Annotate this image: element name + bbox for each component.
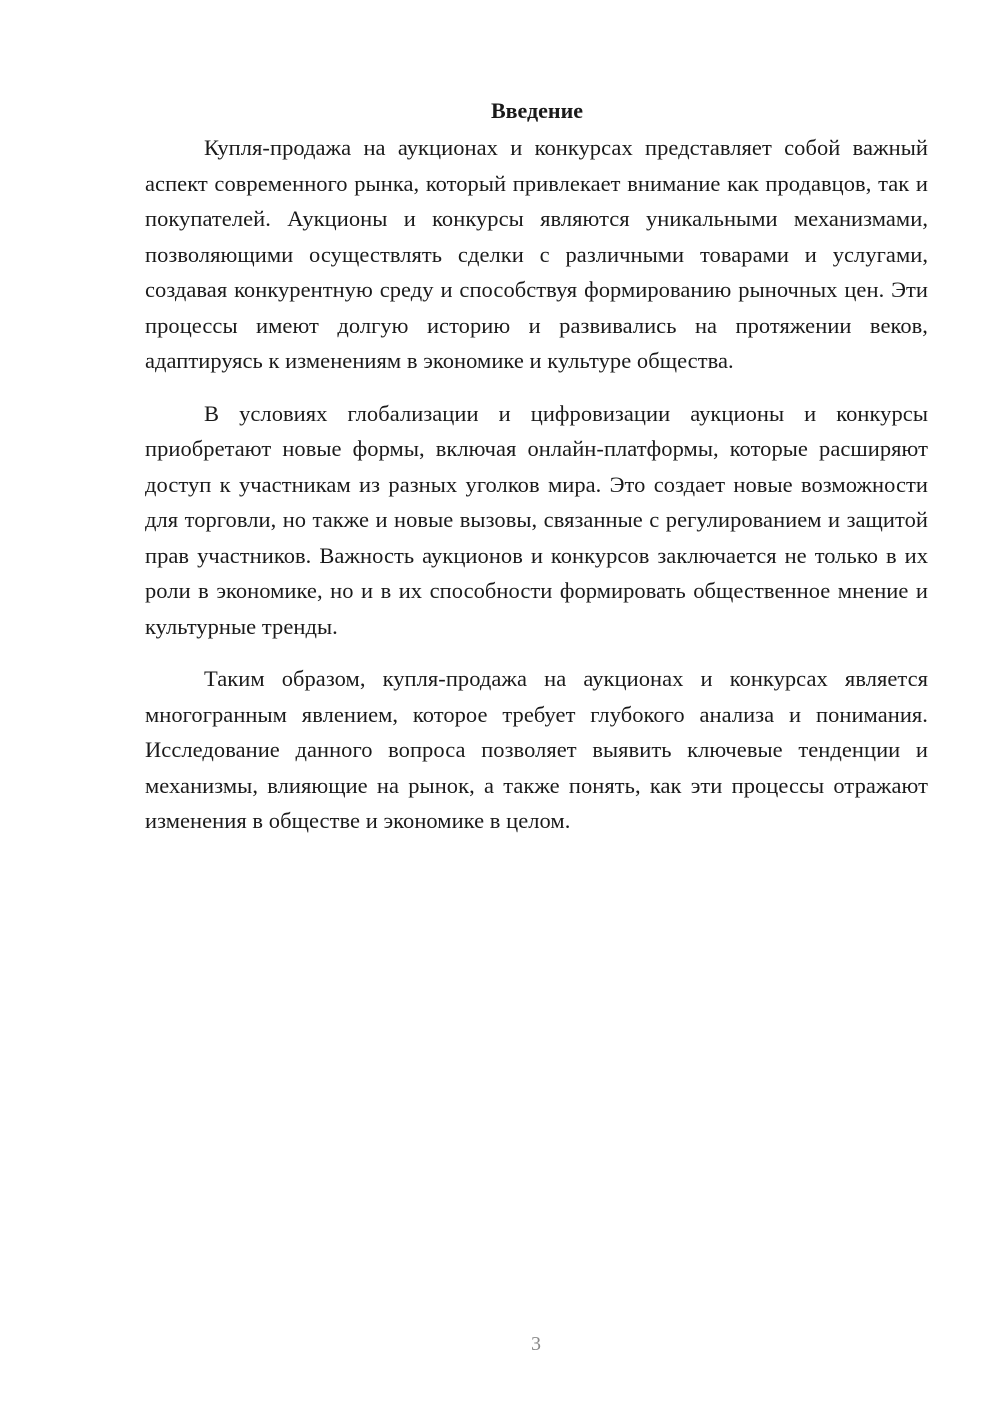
paragraph-2: В условиях глобализации и цифровизации аукционы и конкурсы приобретают новые формы, включая онлайн-платформы, которые расширяют доступ к участникам из разных уголков мира. Это создает новые возможности для торговли, но также и новые вызовы, связанные с регулированием и защитой прав участников. Важность аукционов и конкурсов заключается не только в их роли в экономике, но и в их способности формировать общественное мнение и культурные тренды. bbox=[145, 400, 928, 639]
paragraph-1: Купля-продажа на аукционах и конкурсах представляет собой важный аспект современного рынка, который привлекает внимание как продавцов, так и покупателей. Аукционы и конкурсы являются уникальными механизмами, позволяющими осуществлять сделки с различными товарами и услугами, создавая конкурентную среду и способствуя формированию рыночных цен. Эти процессы имеют долгую историю и развивались на протяжении веков, адаптируясь к изменениям в экономике и культуре общества. bbox=[145, 135, 928, 373]
paragraph-3: Таким образом, купля-продажа на аукционах и конкурсах является многогранным явлением, которое требует глубокого анализа и понимания. Исследование данного вопроса позволяет выявить ключевые тенденции и механизмы, влияющие на рынок, а также понять, как эти процессы отражают изменения в обществе и экономике в целом. bbox=[145, 666, 928, 833]
section-heading: Введение bbox=[490, 98, 584, 123]
page-number: 3 bbox=[531, 1333, 541, 1355]
page-content bbox=[145, 96, 928, 856]
